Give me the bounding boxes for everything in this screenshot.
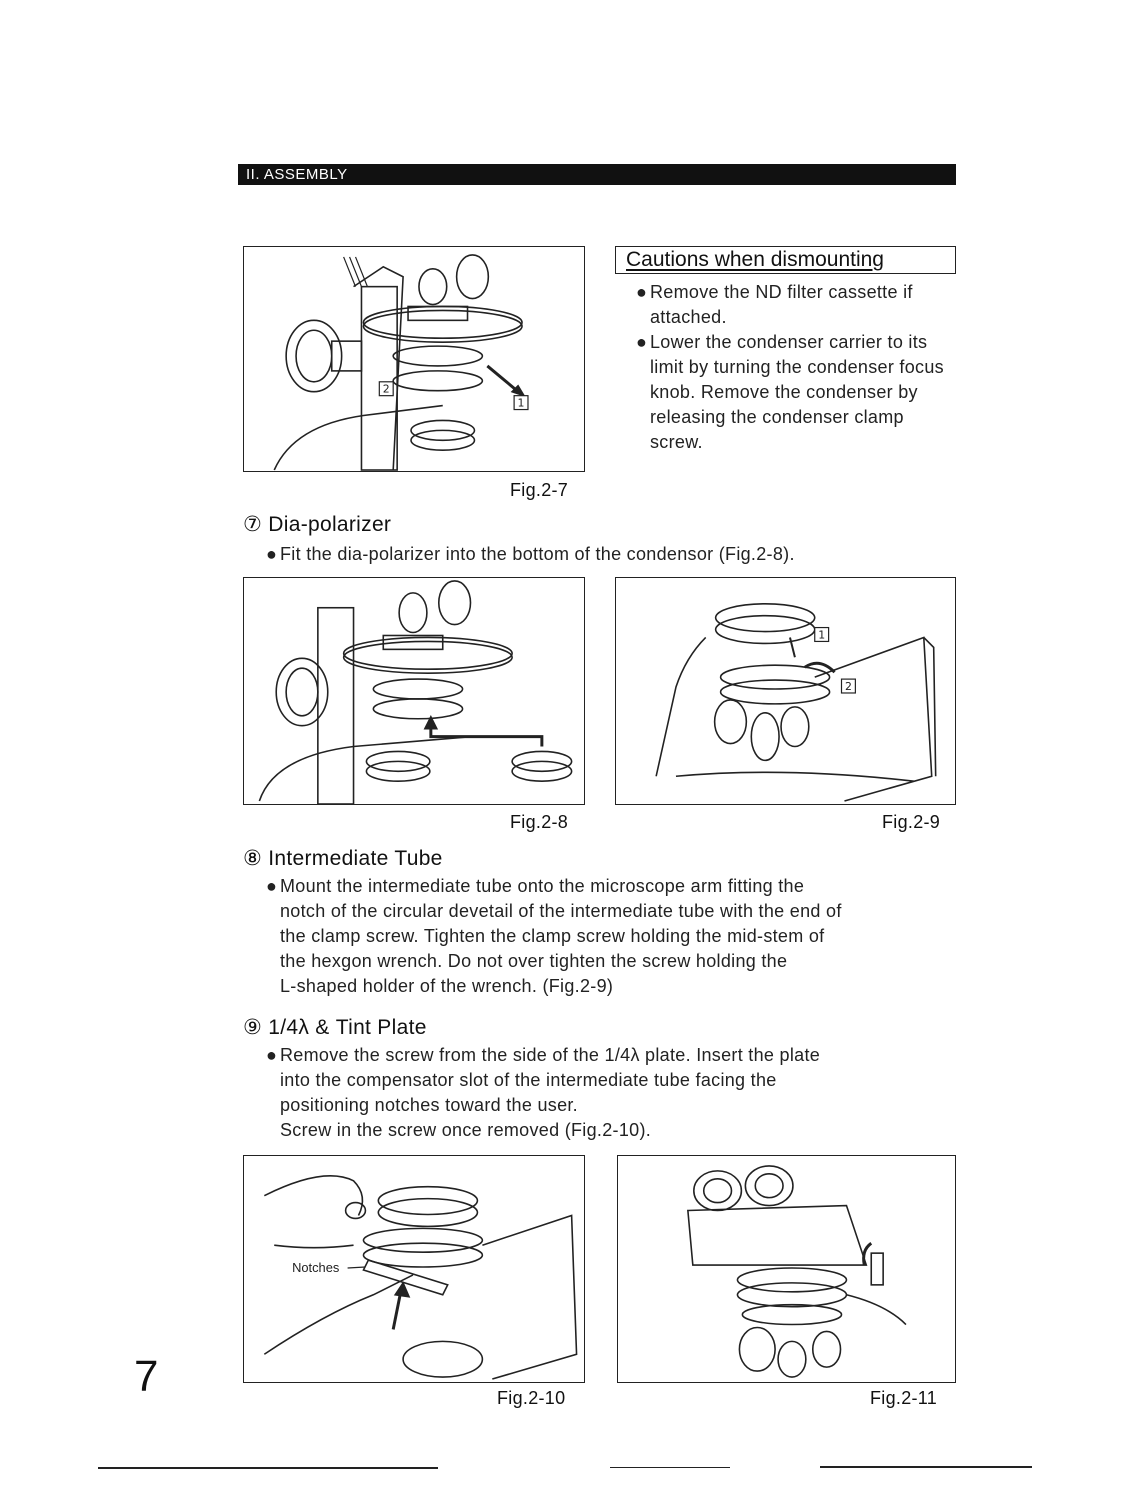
binocular-head-illustration bbox=[618, 1156, 955, 1382]
text-line: Screw in the screw once removed (Fig.2-10). bbox=[280, 1120, 652, 1140]
figure-2-11 bbox=[617, 1155, 956, 1383]
text-line: the hexgon wrench. Do not over tighten the screw holding the bbox=[280, 951, 788, 971]
bullet-icon: ● bbox=[266, 544, 278, 564]
caption-fig-2-10: Fig.2-10 bbox=[497, 1388, 566, 1408]
callout-1: 1 bbox=[517, 396, 525, 410]
text-line: notch of the circular devetail of the intermediate tube with the end of bbox=[280, 901, 842, 921]
text-line: into the compensator slot of the intermediate tube facing the bbox=[280, 1070, 777, 1090]
bullet-icon: ● bbox=[266, 1045, 278, 1065]
bullet-icon: ● bbox=[266, 876, 278, 896]
notches-label: Notches bbox=[292, 1259, 340, 1275]
bullet-icon: ● bbox=[636, 332, 648, 352]
section-9-heading bbox=[243, 1015, 427, 1040]
figure-2-8 bbox=[243, 577, 585, 805]
callout-2: 2 bbox=[382, 382, 390, 396]
section-7-text: ● Fit the dia-polarizer into the bottom of the condensor (Fig.2-8). bbox=[266, 542, 966, 567]
condenser-mount-illustration bbox=[616, 578, 955, 804]
caption-fig-2-11: Fig.2-11 bbox=[870, 1388, 938, 1408]
section-9-title: 1/4λ & Tint Plate bbox=[268, 1016, 427, 1039]
section-8-number: ⑧ bbox=[243, 847, 263, 870]
caption-fig-2-8: Fig.2-8 bbox=[510, 812, 569, 832]
section-9-number: ⑨ bbox=[243, 1016, 263, 1039]
section-7-heading bbox=[243, 512, 391, 537]
footer-rule-right bbox=[820, 1466, 1032, 1468]
text-line: positioning notches toward the user. bbox=[280, 1095, 578, 1115]
section-8-title: Intermediate Tube bbox=[268, 847, 443, 870]
section-8-text bbox=[266, 874, 966, 999]
microscope-stage-illustration bbox=[244, 247, 584, 471]
footer-rule-left bbox=[98, 1467, 438, 1469]
caption-fig-2-7: Fig.2-7 bbox=[510, 480, 569, 500]
section-8-heading bbox=[243, 846, 443, 871]
section-7-number: ⑦ bbox=[243, 513, 263, 536]
section-7-title: Dia-polarizer bbox=[268, 513, 392, 536]
text-line: L-shaped holder of the wrench. (Fig.2-9) bbox=[280, 976, 614, 996]
callout-1: 1 bbox=[818, 628, 826, 642]
text-line: Mount the intermediate tube onto the microscope arm fitting the bbox=[280, 876, 805, 896]
section-9-text bbox=[266, 1043, 966, 1143]
page-number: 7 bbox=[134, 1352, 159, 1401]
dia-polarizer-illustration bbox=[244, 578, 584, 804]
footer-rule-middle bbox=[610, 1467, 730, 1468]
caution-item-2: ● Lower the condenser carrier to its limit by turning the condenser focus knob. Remove the condenser by releasing the condenser clamp screw. bbox=[636, 332, 944, 452]
tint-plate-insertion-illustration bbox=[244, 1156, 584, 1382]
callout-2: 2 bbox=[844, 680, 852, 694]
figure-2-9 bbox=[615, 577, 956, 805]
cautions-title: Cautions when dismounting bbox=[615, 246, 956, 274]
section-header: II. ASSEMBLY bbox=[238, 164, 956, 185]
figure-2-10 bbox=[243, 1155, 585, 1383]
text-line: Remove the screw from the side of the 1/4λ plate. Insert the plate bbox=[280, 1045, 821, 1065]
caution-item-1: ● Remove the ND filter cassette if attached. bbox=[636, 282, 913, 327]
text-line: the clamp screw. Tighten the clamp screw holding the mid-stem of bbox=[280, 926, 825, 946]
bullet-icon: ● bbox=[636, 282, 648, 302]
caption-fig-2-9: Fig.2-9 bbox=[882, 812, 941, 832]
figure-2-7 bbox=[243, 246, 585, 472]
